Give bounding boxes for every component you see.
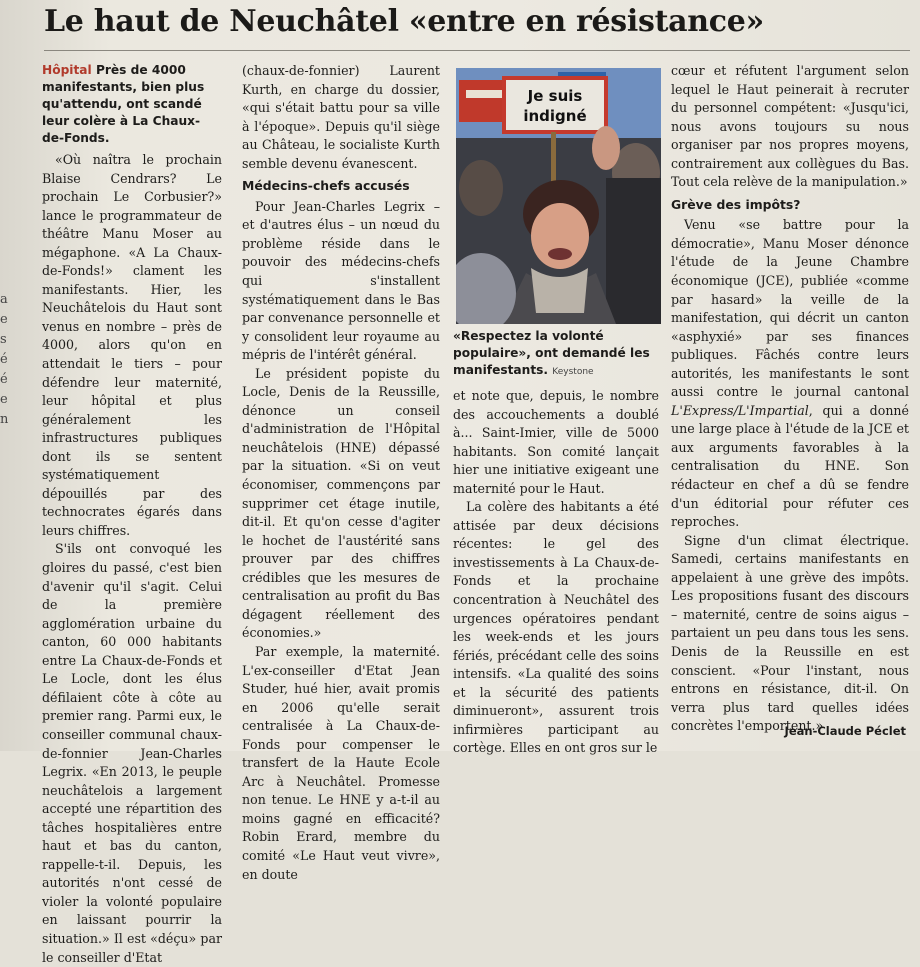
protest-illustration — [456, 68, 661, 324]
paragraph-text: , qui a donné une large place à l'étude de la JCE et aux arguments favorables à la centralisation du HNE. Son rédacteur en chef a dû se fendre d'un éditorial pour réfuter ces reproches. — [671, 402, 909, 530]
subheading: Médecins-chefs accusés — [242, 178, 410, 194]
section-kicker: Hôpital — [42, 63, 92, 77]
paragraph: (chaux-de-fonnier) Laurent Kurth, en charge du dossier, «qui s'était battu pour sa ville à l'époque». Depuis qu'il siège au Château, le socialiste Kurth semble devenu évanescent. — [242, 63, 440, 171]
lead-text: Près de 4000 manifestants, bien plus qu'attendu, ont scandé leur colère à La Chaux-de-Fonds. — [42, 63, 205, 145]
article-column-3 — [453, 387, 659, 758]
paragraph: Pour Jean-Charles Legrix – et d'autres élus – un nœud du problème réside dans le pouvoir des médecins-chefs qui s'installent systématiquement dans le Bas par convenance personnelle et y consolident leur royaume au mépris de l'intérêt général. — [242, 198, 440, 363]
paragraph: cœur et réfutent l'argument selon lequel le Haut peinerait à recruter du personnel compétent: «Jusqu'ici, nous avons toujours su nous organiser par nos propres moyens, contrairement aux collègues du Bas. Tout cela relève de la manipulation.» — [671, 63, 909, 190]
sign-text-line-2: indigné — [523, 107, 587, 125]
fragment-letter: e — [0, 312, 8, 327]
headline: Le haut de Neuchâtel «entre en résistance» — [44, 4, 764, 39]
lead-paragraph — [42, 62, 222, 147]
headline-rule — [44, 50, 910, 51]
fragment-letter: e — [0, 392, 8, 407]
article-column-1 — [42, 62, 222, 967]
paragraph: S'ils ont convoqué les gloires du passé, c'est bien d'avenir qu'il s'agit. Celui de la première agglomération urbaine du canton, 60 000 habitants entre La Chaux-de-Fonds et Le Locle, dont les élus défilaient côte à côte au premier rang. Parmi eux, le conseiller communal chaux-de-fonnier Jean-Charles Legrix. «En 2013, le peuple neuchâtelois a largement accepté une répartition des tâches hospitalières entre haut et bas du canton, rappelle-t-il. Depuis, les autorités n'ont cessé de violer la volonté populaire en laissant pourrir la situation.» Il est «déçu» par le conseiller d'Etat — [42, 541, 222, 965]
caption-text: «Respectez la volonté populaire», ont demandé les manifestants. — [453, 329, 650, 377]
article-column-2 — [242, 62, 440, 884]
paragraph: Le président popiste du Locle, Denis de la Reussille, dénonce un conseil d'administration de l'Hôpital neuchâtelois (HNE) dépassé par la situation. «Si on veut économiser, commençons par supprimer cet étage inutile, dit-il. Et qu'on cesse d'agiter le hochet de l'austérité sans prouver par des chiffres crédibles que les mesures de centralisation au profit du Bas dégagent réellement des économies.» — [242, 365, 440, 641]
author-byline: Jean-Claude Péclet — [784, 724, 906, 738]
paragraph: et note que, depuis, le nombre des accouchements a doublé à... Saint-Imier, ville de 5000 habitants. Son comité lançait hier une initiative exigeant une maternité pour le Haut. — [453, 388, 659, 496]
subheading: Grève des impôts? — [671, 196, 801, 212]
fragment-letter: s — [0, 332, 7, 347]
fragment-letter: n — [0, 412, 9, 427]
protest-photo — [456, 68, 661, 324]
sign-text-line-1: Je suis — [527, 87, 583, 105]
photo-credit: Keystone — [552, 367, 594, 377]
paragraph-text: Venu «se battre pour la démocratie», Manu Moser dénonce l'étude de la Jeune Chambre économique (JCE), publiée «comme par hasard» la veille de la manifestation, qui décrit un canton «asphyxié» par ses finances publiques. Fâchés contre leurs autorités, les manifestants le sont aussi contre le journal cantonal — [671, 217, 909, 400]
fragment-letter: a — [0, 292, 8, 307]
fragment-letter: é — [0, 372, 8, 387]
newspaper-name: L'Express/L'Impartial — [671, 402, 809, 418]
paragraph: La colère des habitants a été attisée par deux décisions récentes: le gel des investissements à La Chaux-de-Fonds et la prochaine concentration à Neuchâtel des urgences opératoires pendant les week-ends et les jours fériés, précédant celle des soins intensifs. «La qualité des soins et la sécurité des patients diminueront», assurent trois infirmières participant au cortège. Elles en ont gros sur le — [453, 499, 659, 756]
paragraph: Par exemple, la maternité. L'ex-conseiller d'Etat Jean Studer, hué hier, avait promis en 2006 qu'elle serait centralisée à La Chaux-de-Fonds pour compenser le transfert de la Haute Ecole Arc à Neuchâtel. Promesse non tenue. Le HNE y a-t-il au moins gagné en efficacité? Robin Erard, membre du comité «Le Haut veut vivre», en doute — [242, 643, 440, 882]
paragraph: «Où naîtra le prochain Blaise Cendrars? Le prochain Le Corbusier?» lance le programmateur de théâtre Manu Moser au mégaphone. «A La Chaux-de-Fonds!» clament les manifestants. Hier, les Neuchâtelois du Haut sont venus en nombre – près de 4000, alors qu'on en attendait le tiers – pour défendre leur maternité, leur hôpital et plus généralement les infrastructures publiques dont ils se sentent systématiquement dépouillés par des technocrates égarés dans leurs chiffres. — [42, 152, 222, 538]
paragraph — [671, 216, 909, 531]
article-column-4 — [671, 62, 909, 736]
previous-column-fragment — [0, 290, 16, 430]
paragraph: Signe d'un climat électrique. Samedi, certains manifestants en appelaient à une grève des impôts. Les propositions fusant des discours – maternité, centre de soins aigus – partaient un peu dans tous les sens. Denis de la Reussille en est conscient. «Pour l'instant, nous entrons en résistance, dit-il. On verra plus tard quelles idées concrètes l'emportent.» — [671, 532, 909, 734]
fragment-letter: é — [0, 352, 8, 367]
photo-caption — [453, 328, 661, 381]
